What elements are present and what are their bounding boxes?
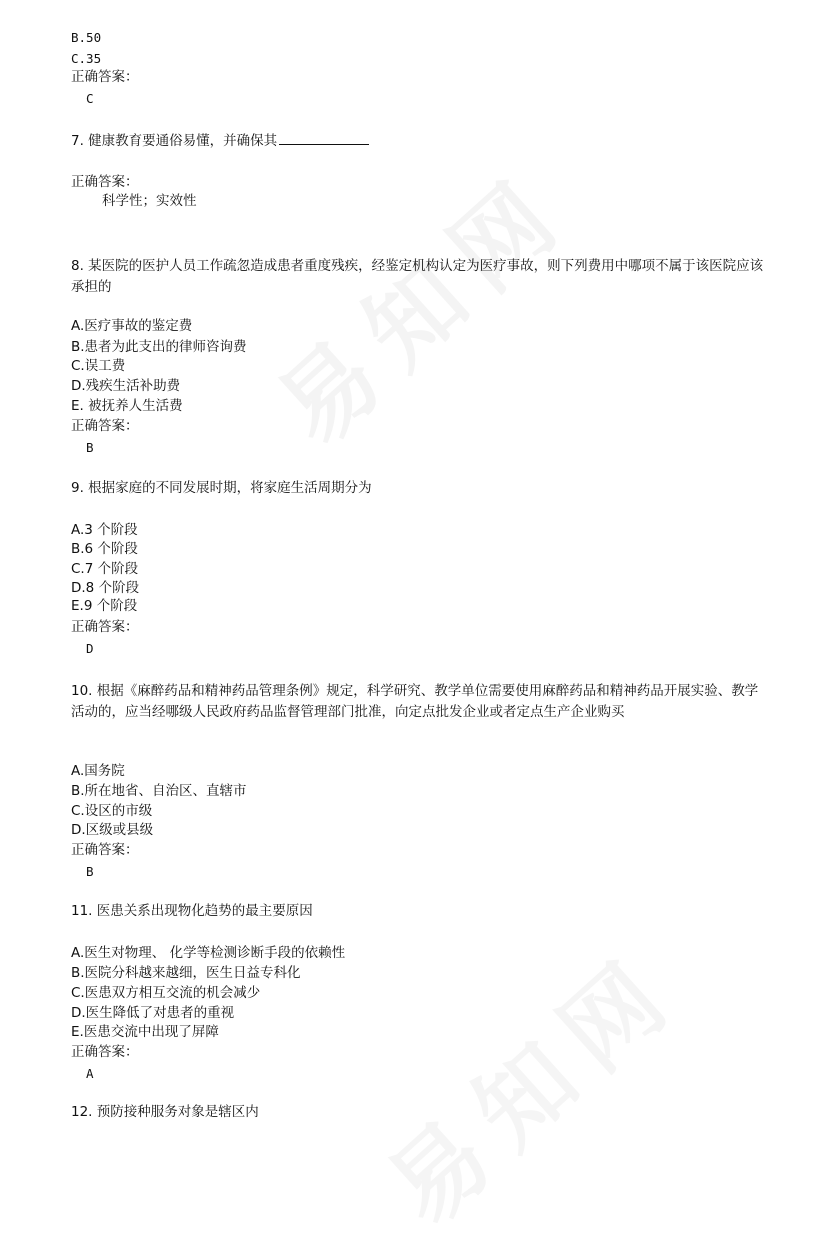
q11-answer: A: [86, 1066, 94, 1081]
q11-option-d: D.医生降低了对患者的重视: [71, 1005, 235, 1021]
q12-question: 12. 预防接种服务对象是辖区内: [71, 1104, 259, 1120]
prev-option-c: C.35: [71, 51, 102, 66]
q8-option-b: B.患者为此支出的律师咨询费: [71, 339, 247, 355]
q10-answer: B: [86, 864, 94, 879]
q11-option-e: E.医患交流中出现了屏障: [71, 1024, 219, 1040]
prev-answer: C: [86, 91, 94, 106]
prev-answer-label: 正确答案：: [71, 69, 139, 85]
q10-option-c: C.设区的市级: [71, 803, 153, 819]
prev-option-b: B.50: [71, 30, 102, 45]
q8-option-a: A.医疗事故的鉴定费: [71, 318, 193, 334]
q11-option-b: B.医院分科越来越细，医生日益专科化: [71, 965, 301, 981]
q10-option-b: B.所在地省、自治区、直辖市: [71, 783, 247, 799]
q10-question: 10. 根据《麻醉药品和精神药品管理条例》规定，科学研究、教学单位需要使用麻醉药品和精神药品开展实验、教学活动的，应当经哪级人民政府药品监督管理部门批准，向定点批发企业或者定点生产企业购买: [71, 683, 759, 720]
q9-option-a: A.3 个阶段: [71, 522, 138, 538]
q7-blank: [279, 130, 369, 145]
q9-question: 9. 根据家庭的不同发展时期，将家庭生活周期分为: [71, 480, 372, 496]
q9-option-d: D.8 个阶段: [71, 580, 140, 596]
q9-option-b: B.6 个阶段: [71, 541, 138, 557]
q11-option-c: C.医患双方相互交流的机会减少: [71, 985, 261, 1001]
q8-answer-label: 正确答案：: [71, 418, 139, 434]
q11-option-a: A.医生对物理、 化学等检测诊断手段的依赖性: [71, 945, 346, 961]
q9-answer: D: [86, 641, 94, 656]
watermark: [288, 186, 559, 433]
q8-answer: B: [86, 440, 94, 455]
q8-option-e: E. 被抚养人生活费: [71, 398, 183, 414]
q7-question: [71, 130, 369, 151]
q11-answer-label: 正确答案：: [71, 1044, 139, 1060]
watermark-bottom: [398, 966, 669, 1213]
q10-option-a: A.国务院: [71, 763, 125, 779]
q9-answer-label: 正确答案：: [71, 619, 139, 635]
q7-answer: 科学性；实效性: [102, 193, 197, 209]
q10-answer-label: 正确答案：: [71, 842, 139, 858]
q7-text: 7. 健康教育要通俗易懂，并确保其: [71, 133, 278, 149]
q11-question: 11. 医患关系出现物化趋势的最主要原因: [71, 903, 313, 919]
q10-option-d: D.区级或县级: [71, 822, 154, 838]
q9-option-c: C.7 个阶段: [71, 561, 139, 577]
q7-answer-label: 正确答案：: [71, 174, 139, 190]
q8-option-d: D.残疾生活补助费: [71, 378, 181, 394]
q8-question: 8. 某医院的医护人员工作疏忽造成患者重度残疾，经鉴定机构认定为医疗事故，则下列费用中哪项不属于该医院应该承担的: [71, 258, 764, 295]
q8-option-c: C.误工费: [71, 358, 126, 374]
q9-option-e: E.9 个阶段: [71, 598, 138, 614]
